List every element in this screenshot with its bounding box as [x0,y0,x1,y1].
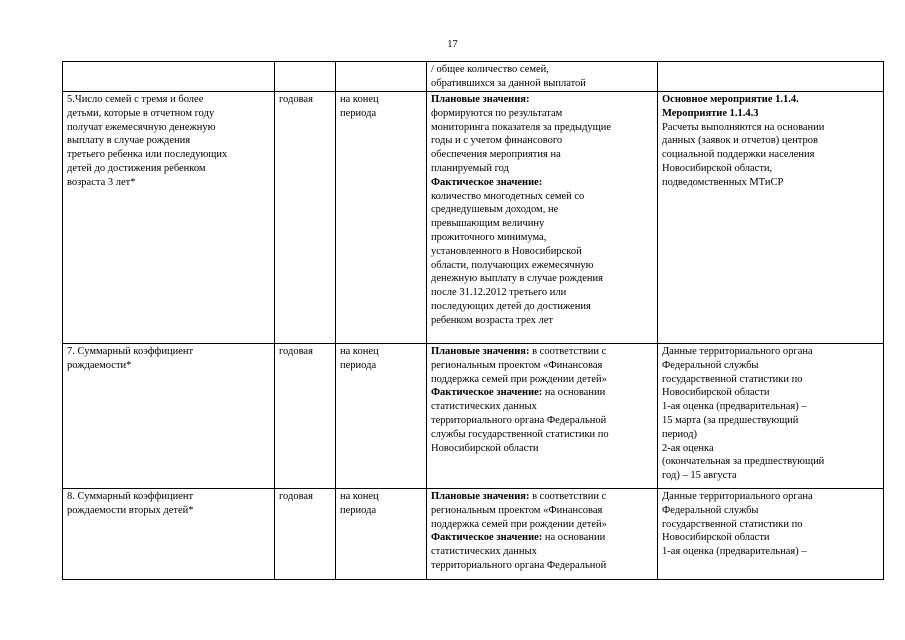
text-line: на конец [340,94,379,105]
text-line: 2-ая оценка [662,442,714,454]
text-line: мониторинга показателя за предыдущие [431,121,612,133]
text-line: превышающим величину [431,218,545,230]
text-line: поддержка семей при рождении детей» [431,373,607,385]
fact-label: Фактическое значение: [431,176,543,188]
text-line: области, получающих ежемесячную [431,259,594,271]
periodicity-text: годовая [279,491,313,502]
text-line: поддержка семей при рождении детей» [431,518,607,530]
text-line: (окончательная за предшествующий [662,456,825,468]
text-line: 7. Суммарный коэффициент [67,346,194,357]
text-line: 15 марта (за предшествующий [662,414,799,426]
text-line: последующих детей до достижения [431,300,591,312]
text-line: региональным проектом «Финансовая [431,359,603,371]
text-line: 5.Число семей с тремя и более [67,94,204,105]
text-line: детей до достижения ребенком [67,162,206,174]
text-line: возраста 3 лет* [67,176,136,188]
event-heading: Основное мероприятие 1.1.4. [662,94,799,105]
periodicity-cell [275,92,336,344]
plan-label: Плановые значения: [431,94,530,105]
text-line: рождаемости вторых детей* [67,504,194,516]
text-line: в соответствии с [529,491,607,502]
text-line: подведомственных МТиСР [662,176,784,188]
text-line: обеспечения мероприятия на [431,149,561,161]
text-line: / общее количество семей, [431,64,549,75]
source-cell [658,92,884,344]
date-cell [336,344,427,489]
text-line: ребенком возраста трех лет [431,314,553,326]
text-line: статистических данных [431,546,537,558]
text-line: установленного в Новосибирской [431,245,582,257]
periodicity-text: годовая [279,346,313,357]
source-cell [658,344,884,489]
text-line: социальной поддержки населения [662,149,815,161]
date-cell [336,92,427,344]
table-row [63,92,884,344]
text-line: прожиточного минимума, [431,231,547,243]
indicator-cell [63,489,275,580]
text-line: Данные территориального органа [662,491,813,502]
text-line: планируемый год [431,162,509,174]
text-line: данных (заявок и отчетов) центров [662,135,818,147]
text-line: формируются по результатам [431,107,563,119]
text-line: периода [340,359,377,371]
method-cell [427,62,658,92]
text-line: на конец [340,491,379,502]
method-cell [427,92,658,344]
text-line: год) – 15 августа [662,470,737,482]
indicator-cell [63,344,275,489]
table-row [63,489,884,580]
page-number: 17 [447,39,458,50]
text-line: периода [340,504,377,516]
event-heading: Мероприятие 1.1.4.3 [662,107,759,119]
text-line: рождаемости* [67,359,132,371]
plan-label: Плановые значения: [431,346,530,357]
periodicity-cell [275,62,336,92]
method-cell [427,489,658,580]
text-line: обратившихся за данной выплатой [431,77,586,89]
text-line: на конец [340,346,379,357]
source-cell [658,489,884,580]
text-line: 1-ая оценка (предварительная) – [662,546,807,558]
text-line: Новосибирской области [662,387,770,399]
fact-label: Фактическое значение: [431,532,543,544]
text-line: Данные территориального органа [662,346,813,357]
text-line: детьми, которые в отчетном году [67,107,215,119]
text-line: 8. Суммарный коэффициент [67,491,194,502]
table-row [63,344,884,489]
text-line: количество многодетных семей со [431,190,585,202]
text-line: среднедушевым доходом, не [431,204,559,216]
indicators-table [62,61,884,580]
text-line: после 31.12.2012 третьего или [431,287,567,299]
text-line: на основании [542,532,606,544]
date-cell [336,489,427,580]
periodicity-cell [275,489,336,580]
plan-label: Плановые значения: [431,491,530,502]
text-line: статистических данных [431,401,537,413]
source-cell [658,62,884,92]
text-line: службы государственной статистики по [431,428,609,440]
indicator-cell [63,92,275,344]
text-line: Федеральной службы [662,359,759,371]
text-line: получат ежемесячную денежную [67,121,216,133]
table-row [63,62,884,92]
text-line: Новосибирской области [431,442,539,454]
text-line: в соответствии с [529,346,607,357]
text-line: государственной статистики по [662,518,803,530]
text-line: Расчеты выполняются на основании [662,121,825,133]
periodicity-text: годовая [279,94,313,105]
text-line: денежную выплату в случае рождения [431,273,603,285]
text-line: годы и с учетом финансового [431,135,563,147]
date-cell [336,62,427,92]
fact-label: Фактическое значение: [431,387,543,399]
method-cell [427,344,658,489]
text-line: территориального органа Федеральной [431,414,607,426]
text-line: 1-ая оценка (предварительная) – [662,401,807,413]
periodicity-cell [275,344,336,489]
text-line: выплату в случае рождения [67,135,191,147]
text-line: Новосибирской области [662,532,770,544]
text-line: территориального органа Федеральной [431,559,607,571]
text-line: третьего ребенка или последующих [67,149,228,161]
text-line: период) [662,428,697,440]
text-line: Федеральной службы [662,504,759,516]
text-line: региональным проектом «Финансовая [431,504,603,516]
text-line: на основании [542,387,606,399]
indicator-cell [63,62,275,92]
text-line: Новосибирской области, [662,162,773,174]
text-line: периода [340,107,377,119]
text-line: государственной статистики по [662,373,803,385]
